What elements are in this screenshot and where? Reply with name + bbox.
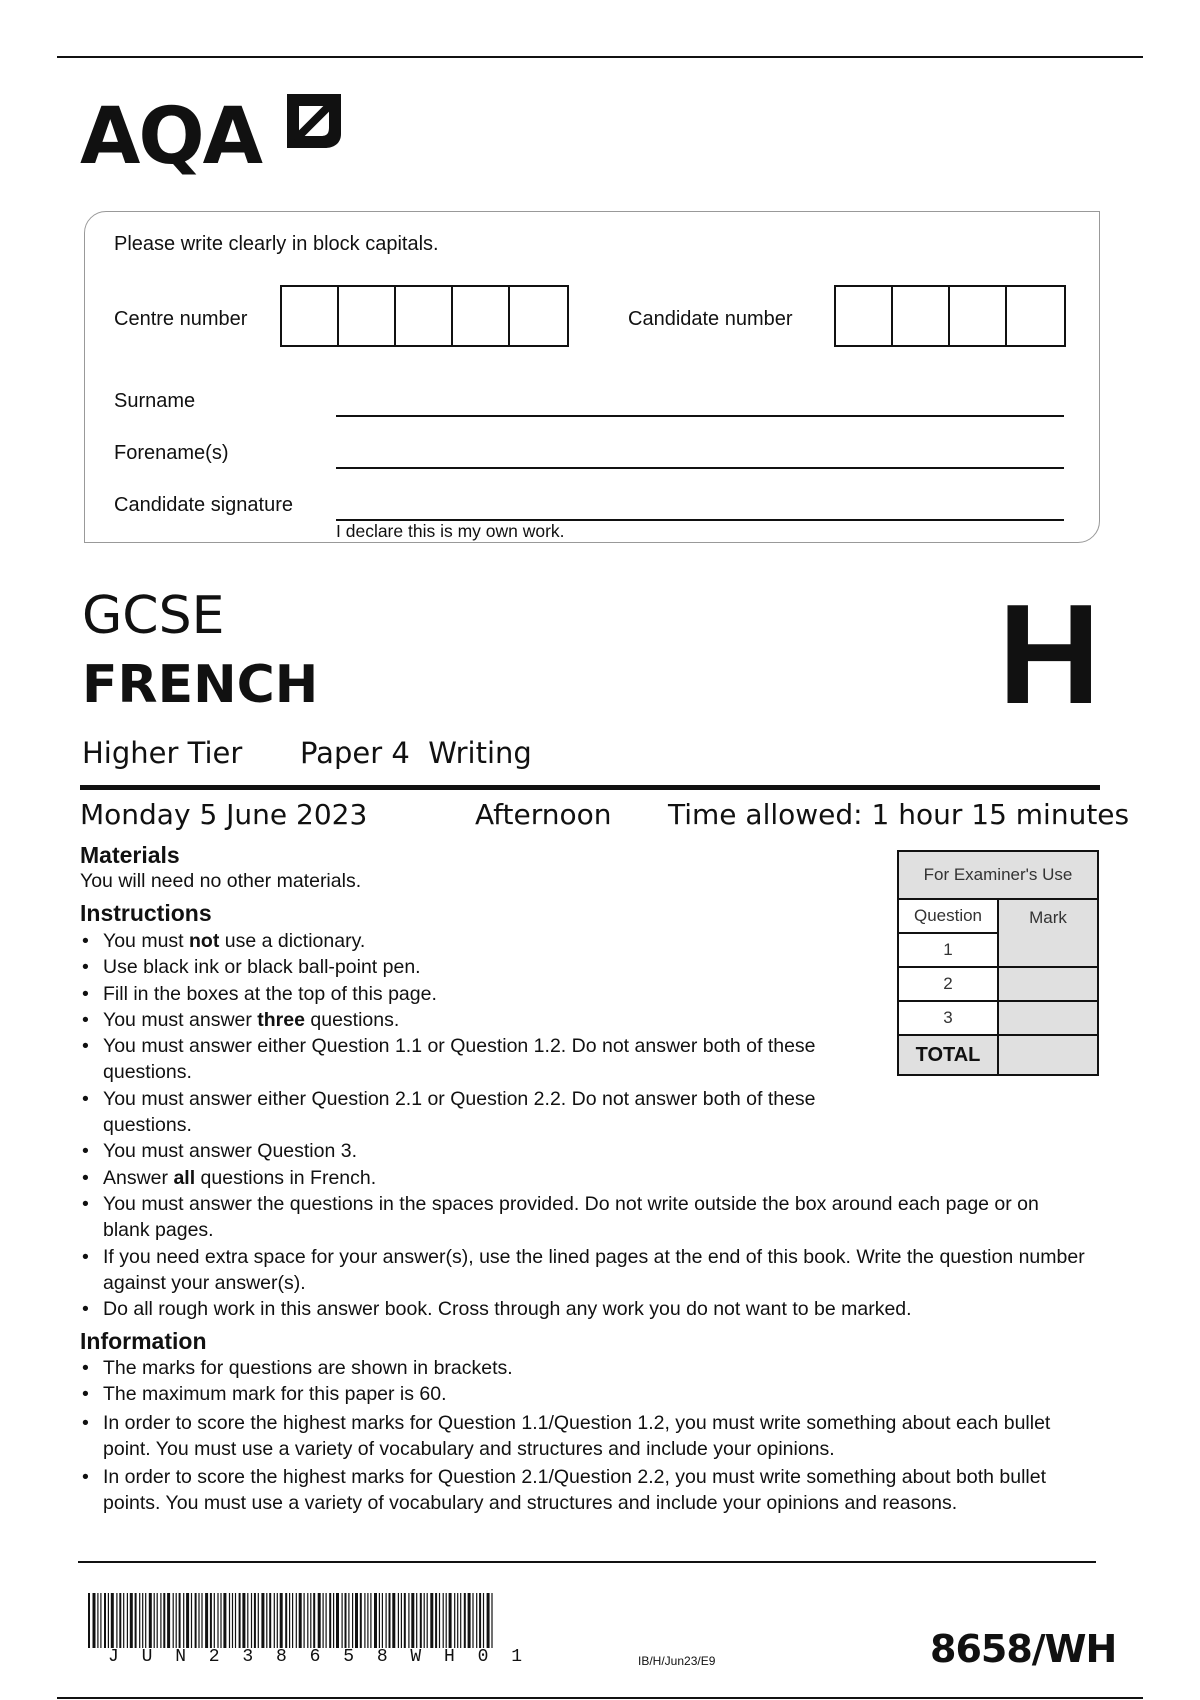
barcode-bar [333,1593,334,1648]
barcode-bar [360,1593,362,1648]
barcode-bar [304,1593,305,1648]
barcode-bar [277,1593,278,1648]
barcode-bar [116,1593,117,1648]
barcode-bar [420,1593,422,1648]
barcode-bar [323,1593,324,1648]
barcode-bar [157,1593,158,1648]
barcode-bar [111,1593,114,1648]
candidate-number-label: Candidate number [628,308,793,330]
barcode-bar [416,1593,417,1648]
barcode-bar [487,1593,490,1648]
barcode-icon [88,1593,498,1648]
barcode-bar [130,1593,133,1648]
barcode-bar [163,1593,165,1648]
barcode-bar [198,1593,199,1648]
logo-text: AQA [80,92,262,182]
surname-input[interactable] [336,415,1064,417]
barcode-bar [214,1593,215,1648]
barcode-bar [479,1593,481,1648]
list-item: • You must not use a dictionary. [80,928,1090,954]
forenames-input[interactable] [336,467,1064,469]
barcode-bar [201,1593,202,1648]
barcode-bar [251,1593,252,1648]
aqa-logo [80,92,261,182]
barcode-bar [313,1593,315,1648]
barcode-bar [398,1593,399,1648]
question-3: 3 [898,1001,998,1035]
barcode-bar [352,1593,353,1648]
barcode-bar [370,1593,371,1648]
barcode-bar [382,1593,383,1648]
barcode-bar [176,1593,177,1648]
list-item: • In order to score the highest marks for Question 2.1/Question 2.2, you must write something about both bullet points. You must use a variety of vocabulary and structures and include your opinions and reasons. [80,1464,1090,1517]
barcode-bar [261,1593,264,1648]
bottom-rule [78,1561,1096,1563]
list-item: • You must answer Question 3. [80,1138,1090,1164]
barcode-bar [296,1593,297,1648]
barcode-bar [310,1593,311,1648]
barcode-bar [149,1593,152,1648]
barcode-bar [223,1593,226,1648]
barcode-bar [404,1593,406,1648]
session: Afternoon [475,798,612,831]
mark-cell[interactable] [998,967,1098,1001]
barcode-bar [145,1593,146,1648]
list-item: • You must answer the questions in the spaces provided. Do not write outside the box around each page or on blank pages. [80,1191,1090,1244]
centre-number-label: Centre number [114,308,248,330]
barcode-bar [93,1593,96,1648]
list-item: • You must answer either Question 2.1 or Question 2.2. Do not answer both of these questions. [80,1086,850,1139]
paper: Paper 4 Writing [300,736,532,770]
barcode-bar [123,1593,124,1648]
materials-text: You will need no other materials. [80,870,362,892]
top-rule [57,56,1143,58]
footer-rule [57,1697,1143,1699]
barcode-bar [483,1593,484,1648]
centre-number-input[interactable] [280,285,569,347]
information-heading: Information [80,1328,207,1354]
list-item: • The marks for questions are shown in brackets. [80,1355,1090,1381]
barcode-bar [386,1593,387,1648]
barcode-bar [307,1593,308,1648]
barcode-bar [97,1593,98,1648]
barcode-bar [119,1593,121,1648]
barcode-bar [326,1593,327,1648]
barcode-bar [173,1593,174,1648]
list-item: • Answer all questions in French. [80,1165,1090,1191]
barcode-bar [235,1593,236,1648]
subject: FRENCH [82,655,319,715]
barcode-bar [367,1593,368,1648]
barcode-bar [242,1593,245,1648]
barcode-bar [454,1593,455,1648]
signature-label: Candidate signature [114,494,294,516]
paper-reference: IB/H/Jun23/E9 [638,1654,716,1668]
list-item: • In order to score the highest marks for Question 1.1/Question 1.2, you must write something about each bullet point. You must use a variety of vocabulary and structures and include your opinions. [80,1410,1090,1463]
barcode-bar [167,1593,170,1648]
exam-date: Monday 5 June 2023 [80,798,368,831]
barcode-bar [220,1593,221,1648]
instructions-heading: Instructions [80,900,212,926]
barcode-bar [348,1593,349,1648]
list-item: • You must answer three questions. [80,1007,1090,1033]
barcode-bar [239,1593,241,1648]
examiner-heading: For Examiner's Use [898,851,1098,899]
barcode-bar [274,1593,275,1648]
list-item: • Do all rough work in this answer book. Cross through any work you do not want to be marked. [80,1296,1090,1322]
tier-letter: H [998,575,1101,734]
barcode-bar [318,1593,321,1648]
mark-cell[interactable] [998,1001,1098,1035]
barcode-bar [266,1593,267,1648]
tier: Higher Tier [82,736,243,770]
information-list [80,1355,1090,1517]
barcode-bar [389,1593,391,1648]
barcode-bar [232,1593,233,1648]
barcode-bar [345,1593,347,1648]
barcode-bar [183,1593,184,1648]
barcode-bar [186,1593,189,1648]
list-item: • Fill in the boxes at the top of this page. [80,981,1090,1007]
barcode-bar [135,1593,137,1648]
barcode-bar [355,1593,358,1648]
barcode-bar [139,1593,140,1648]
paper-code: 8658/WH [930,1627,1117,1671]
mark-header: Mark [998,899,1098,967]
barcode-bar [411,1593,414,1648]
list-item: • If you need extra space for your answer(s), use the lined pages at the end of this book. Write the question number against your answer(s). [80,1244,1090,1297]
barcode-bar [154,1593,155,1648]
barcode-bar [329,1593,331,1648]
total-cell[interactable] [998,1035,1098,1075]
barcode-bar [269,1593,271,1648]
barcode-bar [446,1593,447,1648]
barcode-bar [435,1593,437,1648]
examiner-table [897,850,1099,1076]
materials-heading: Materials [80,842,180,868]
barcode-bar [468,1593,471,1648]
forenames-label: Forename(s) [114,442,229,464]
barcode-bar [427,1593,428,1648]
qualification: GCSE [82,586,225,646]
barcode-bar [457,1593,458,1648]
barcode-bar [247,1593,248,1648]
barcode-bar [160,1593,161,1648]
barcode-bar [401,1593,402,1648]
barcode-bar [443,1593,444,1648]
barcode-bar [364,1593,365,1648]
barcode-bar [491,1593,492,1648]
total-label: TOTAL [898,1035,998,1075]
barcode-bar [210,1593,212,1648]
barcode-bar [379,1593,380,1648]
barcode-bar [285,1593,287,1648]
barcode-bar [460,1593,461,1648]
list-item: • You must answer either Question 1.1 or Question 1.2. Do not answer both of these questions. [80,1033,850,1086]
time-allowed: Time allowed: 1 hour 15 minutes [668,798,1130,831]
barcode-bar [449,1593,452,1648]
barcode-bar [464,1593,466,1648]
barcode-bar [258,1593,259,1648]
barcode-bar [439,1593,440,1648]
barcode-text: J U N 2 3 8 6 5 8 W H 0 1 [108,1647,529,1667]
barcode-bar [476,1593,477,1648]
barcode-bar [179,1593,181,1648]
barcode-bar [342,1593,343,1648]
barcode-bar [205,1593,208,1648]
barcode-bar [100,1593,101,1648]
question-1: 1 [898,933,998,967]
barcode-bar [195,1593,197,1648]
barcode-bar [430,1593,433,1648]
barcode-bar [374,1593,377,1648]
question-header: Question [898,899,998,933]
block-capitals-note: Please write clearly in block capitals. [114,233,439,255]
surname-label: Surname [114,390,196,412]
question-2: 2 [898,967,998,1001]
barcode-bar [299,1593,302,1648]
barcode-bar [88,1593,90,1648]
barcode-bar [191,1593,192,1648]
candidate-number-input[interactable] [834,285,1066,347]
barcode-bar [392,1593,395,1648]
barcode-bar [217,1593,218,1648]
barcode-bar [142,1593,143,1648]
barcode-bar [108,1593,109,1648]
barcode-bar [289,1593,290,1648]
barcode-bar [254,1593,256,1648]
heading-rule [80,785,1100,790]
barcode-bar [229,1593,230,1648]
barcode-bar [280,1593,283,1648]
barcode-bar [408,1593,409,1648]
list-item: • The maximum mark for this paper is 60. [80,1381,1090,1407]
declaration-text: I declare this is my own work. [336,521,565,541]
logo-mark-icon [285,92,345,150]
barcode-bar [336,1593,339,1648]
barcode-bar [424,1593,425,1648]
barcode-bar [472,1593,473,1648]
list-item: • Use black ink or black ball-point pen. [80,954,1090,980]
barcode-bar [127,1593,128,1648]
barcode-bar [292,1593,293,1648]
barcode-bar [104,1593,106,1648]
